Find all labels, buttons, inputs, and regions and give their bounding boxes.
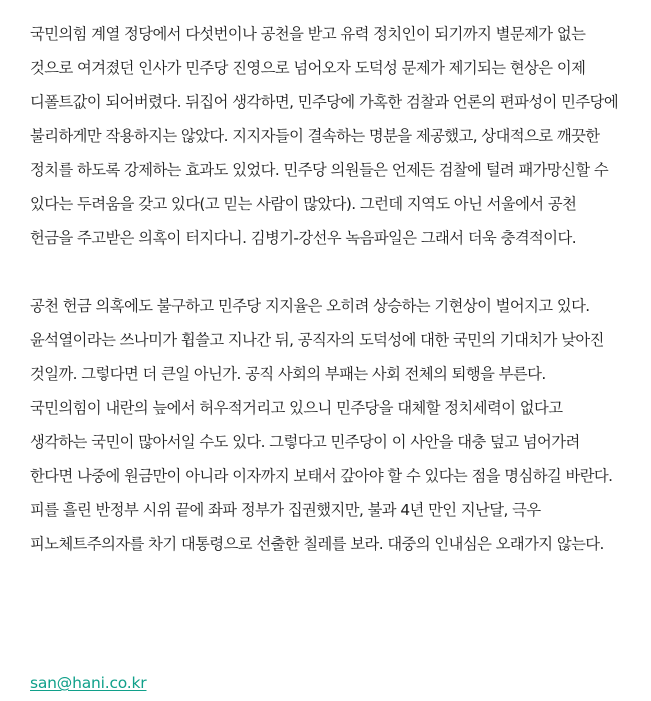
- article-paragraph-2: 공천 헌금 의혹에도 불구하고 민주당 지지율은 오히려 상승하는 기현상이 벌어지고 있다. 윤석열이라는 쓰나미가 휩쓸고 지나간 뒤, 공직자의 도덕성에 대한 국민의 기대치가 낮아진 것일까. 그렇다면 더 큰일 아닌가. 공직 사회의 부패는 사회 전체의 퇴행을 부른다. 국민의힘이 내란의 늪에서 허우적거리고 있으니 민주당을 대체할 정치세력이 없다고 생각하는 국민이 많아서일 수도 있다. 그렇다고 민주당이 이 사안을 대충 덮고 넘어가려 한다면 나중에 원금만이 아니라 이자까지 보태서 갚아야 할 수 있다는 점을 명심하길 바란다. 피를 흘린 반정부 시위 끝에 좌파 정부가 집권했지만, 불과 4년 만인 지난달, 극우 피노체트주의자를 차기 대통령으로 선출한 칠레를 보라. 대중의 인내심은 오래가지 않는다.: [30, 297, 613, 553]
- article-body: [30, 17, 620, 561]
- author-email-link[interactable]: san@hani.co.kr: [30, 674, 147, 692]
- article-paragraph-1: 국민의힘 계열 정당에서 다섯번이나 공천을 받고 유력 정치인이 되기까지 별문제가 없는 것으로 여겨졌던 인사가 민주당 진영으로 넘어오자 도덕성 문제가 제기되는 현상은 이제 디폴트값이 되어버렸다. 뒤집어 생각하면, 민주당에 가혹한 검찰과 언론의 편파성이 민주당에 불리하게만 작용하지는 않았다. 지지자들이 결속하는 명분을 제공했고, 상대적으로 깨끗한 정치를 하도록 강제하는 효과도 있었다. 민주당 의원들은 언제든 검찰에 털려 패가망신할 수 있다는 두려움을 갖고 있다(고 믿는 사람이 많았다). 그런데 지역도 아닌 서울에서 공천 헌금을 주고받은 의혹이 터지다니. 김병기-강선우 녹음파일은 그래서 더욱 충격적이다.: [30, 25, 619, 247]
